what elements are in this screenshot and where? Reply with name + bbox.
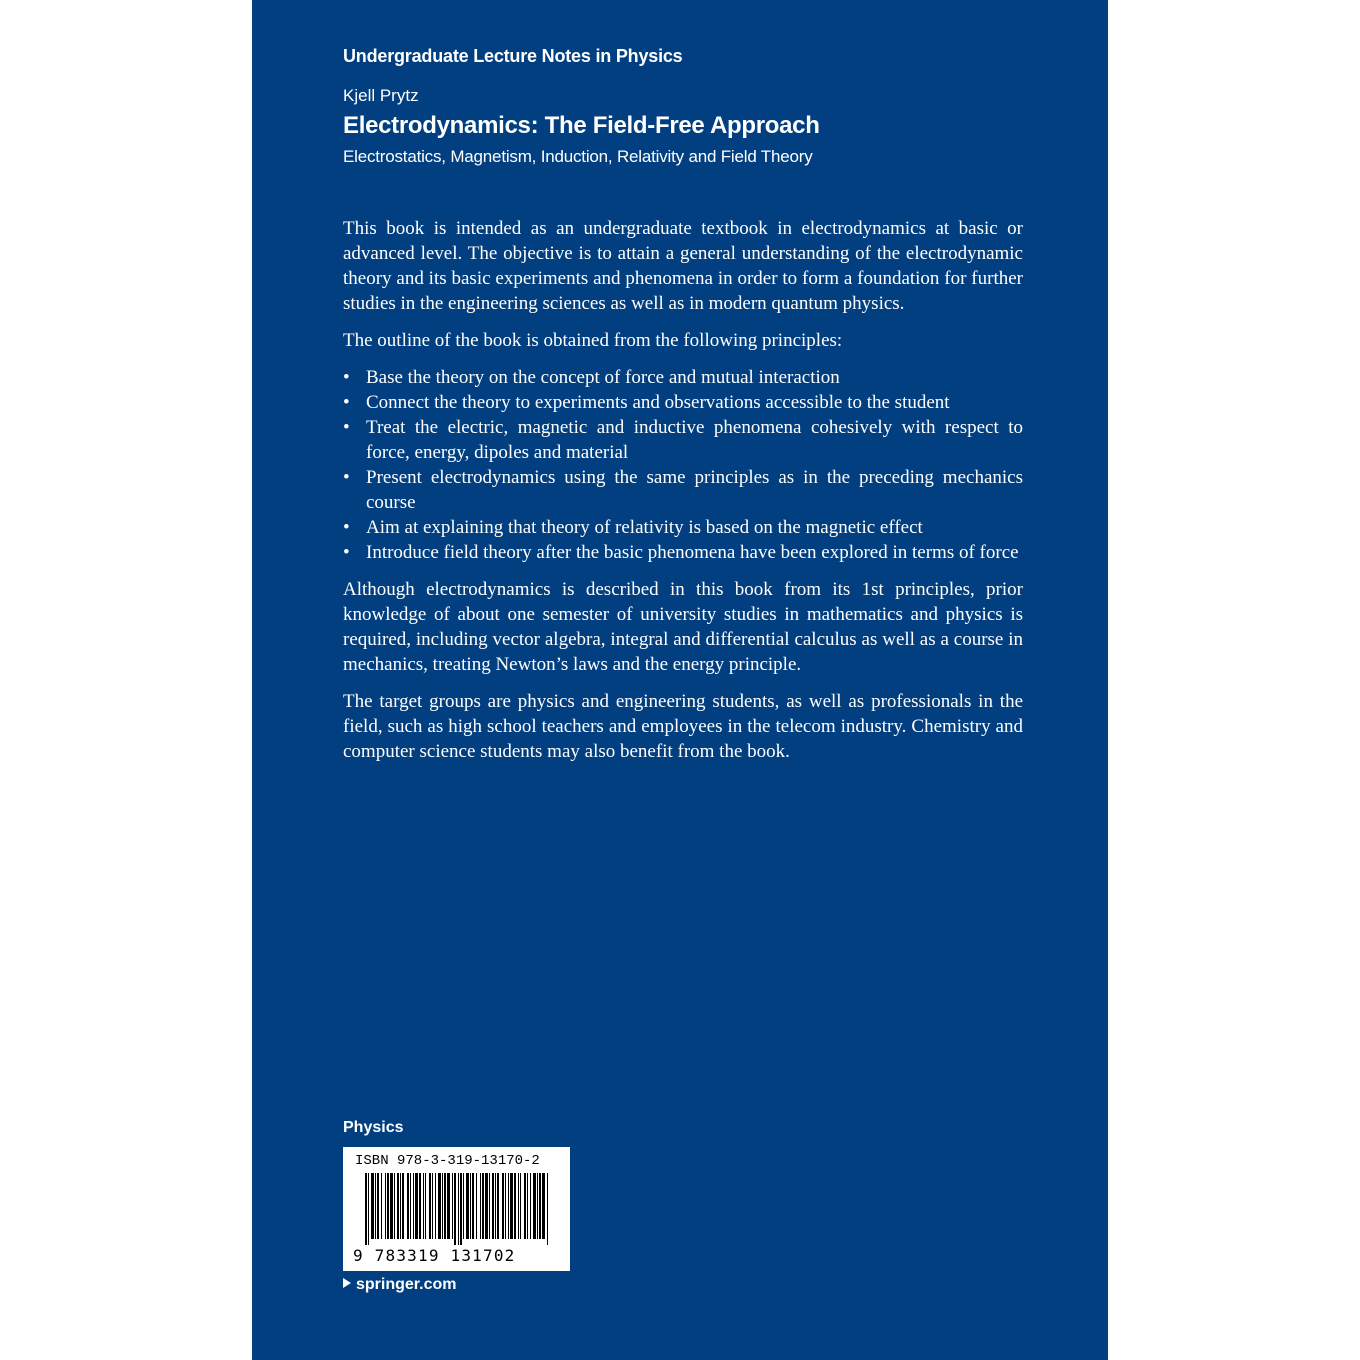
barcode-bar	[385, 1173, 386, 1239]
barcode-bar	[508, 1173, 509, 1239]
barcode-bar	[520, 1173, 521, 1239]
bullet-icon: •	[343, 542, 350, 563]
barcode-bar	[460, 1173, 462, 1245]
barcode-bar	[444, 1173, 446, 1239]
book-back-cover	[252, 0, 1108, 1360]
barcode-bar	[365, 1173, 367, 1245]
barcode-bar	[447, 1173, 450, 1239]
blurb-paragraph-prerequisites: Although electrodynamics is described in this book from its 1st principles, prior knowledge of about one semester of university studies in mathematics and physics is required, including vector algebra, integral and differential calculus as well as a course in mechanics, treating Newton’s laws and the energy principle.	[343, 579, 1023, 675]
list-item-text: Base the theory on the concept of force and mutual interaction	[366, 367, 840, 388]
barcode-digits: 9 783319 131702	[353, 1246, 516, 1265]
barcode-bar	[472, 1173, 474, 1239]
barcode-bar	[482, 1173, 484, 1239]
barcode-bar	[425, 1173, 426, 1239]
barcode-bar	[394, 1173, 395, 1239]
list-item	[343, 390, 1023, 415]
barcode-bar	[435, 1173, 436, 1239]
subject-label: Physics	[343, 1119, 404, 1136]
barcode-bar	[410, 1173, 411, 1239]
barcode-bar	[539, 1173, 541, 1239]
barcode-bar	[381, 1173, 382, 1239]
barcode-bar	[537, 1173, 538, 1239]
list-item	[343, 415, 1023, 465]
barcode-bar	[371, 1173, 374, 1239]
barcode-bar	[423, 1173, 424, 1239]
book-title: Electrodynamics: The Field-Free Approach	[343, 112, 820, 139]
barcode-bar	[402, 1173, 404, 1239]
bullet-icon: •	[343, 367, 350, 388]
bullet-icon: •	[343, 467, 350, 488]
series-name: Undergraduate Lecture Notes in Physics	[343, 46, 683, 66]
barcode-bar	[470, 1173, 471, 1239]
bullet-icon: •	[343, 517, 350, 538]
list-item	[343, 365, 1023, 390]
list-item-text: Connect the theory to experiments and observations accessible to the student	[366, 392, 950, 413]
barcode-bar	[476, 1173, 477, 1239]
barcode-bar	[510, 1173, 513, 1239]
barcode-bar	[442, 1173, 443, 1239]
list-item	[343, 515, 1023, 540]
barcode-bar	[390, 1173, 393, 1239]
book-subtitle: Electrostatics, Magnetism, Induction, Relativity and Field Theory	[343, 147, 813, 166]
author-name: Kjell Prytz	[343, 86, 419, 105]
barcode-bars	[365, 1173, 551, 1245]
barcode-bar	[432, 1173, 433, 1239]
list-item-text: Treat the electric, magnetic and inductive phenomena cohesively with respect to force, energy, dipoles and material	[366, 417, 1023, 463]
barcode-bar	[452, 1173, 453, 1239]
barcode-bar	[458, 1173, 459, 1245]
barcode-bar	[505, 1173, 506, 1239]
barcode-bar	[502, 1173, 504, 1239]
barcode-bar	[407, 1173, 409, 1239]
barcode-bar	[375, 1173, 376, 1239]
barcode-bar	[518, 1173, 519, 1239]
list-item-text: Present electrodynamics using the same principles as in the preceding mechanics course	[366, 467, 1023, 513]
barcode-bar	[463, 1173, 464, 1239]
barcode-bar	[514, 1173, 516, 1239]
list-item	[343, 465, 1023, 515]
list-item	[343, 540, 1023, 565]
list-item-text: Aim at explaining that theory of relativity is based on the magnetic effect	[366, 517, 923, 538]
arrow-right-icon	[343, 1278, 351, 1288]
barcode-bar	[533, 1173, 536, 1239]
barcode-bar	[415, 1173, 418, 1239]
isbn-text: ISBN 978-3-319-13170-2	[355, 1153, 540, 1169]
barcode-bar	[497, 1173, 499, 1239]
blurb-paragraph-intro: This book is intended as an undergraduate textbook in electrodynamics at basic or advanced level. The objective is to attain a general understanding of the electrodynamic theory and its basic experiments and phenomena in order to form a foundation for further studies in the engineering sciences as well as in modern quantum physics.	[343, 218, 1023, 314]
blurb-paragraph-audience: The target groups are physics and engineering students, as well as professionals in the field, such as high school teachers and employees in the telecom industry. Chemistry and computer science students may also benefit from the book.	[343, 691, 1023, 762]
barcode-bar	[438, 1173, 441, 1239]
blurb	[343, 216, 1023, 776]
principles-list	[343, 365, 1023, 565]
barcode-bar	[495, 1173, 496, 1239]
barcode-bar	[429, 1173, 431, 1239]
barcode-bar	[485, 1173, 488, 1239]
barcode-bar	[466, 1173, 469, 1239]
publisher-website[interactable]	[343, 1276, 456, 1294]
website-text: springer.com	[356, 1276, 457, 1293]
barcode-bar	[489, 1173, 490, 1239]
barcode-bar	[397, 1173, 399, 1239]
barcode-bar	[524, 1173, 526, 1239]
barcode-bar	[400, 1173, 401, 1239]
blurb-paragraph-outline: The outline of the book is obtained from the following principles:	[343, 330, 843, 351]
barcode-bar	[480, 1173, 481, 1239]
barcode-bar	[419, 1173, 421, 1239]
barcode-bar	[413, 1173, 414, 1239]
list-item-text: Introduce field theory after the basic phenomena have been explored in terms of force	[366, 542, 1019, 563]
barcode-bar	[527, 1173, 528, 1239]
barcode-bar	[454, 1173, 456, 1245]
barcode-bar	[368, 1173, 369, 1245]
barcode-bar	[547, 1173, 548, 1245]
barcode-bar	[492, 1173, 494, 1239]
bullet-icon: •	[343, 417, 350, 438]
barcode-bar	[542, 1173, 545, 1239]
isbn-barcode	[343, 1147, 570, 1271]
barcode-bar	[387, 1173, 389, 1239]
barcode-bar	[530, 1173, 531, 1239]
barcode-bar	[377, 1173, 379, 1239]
bullet-icon: •	[343, 392, 350, 413]
